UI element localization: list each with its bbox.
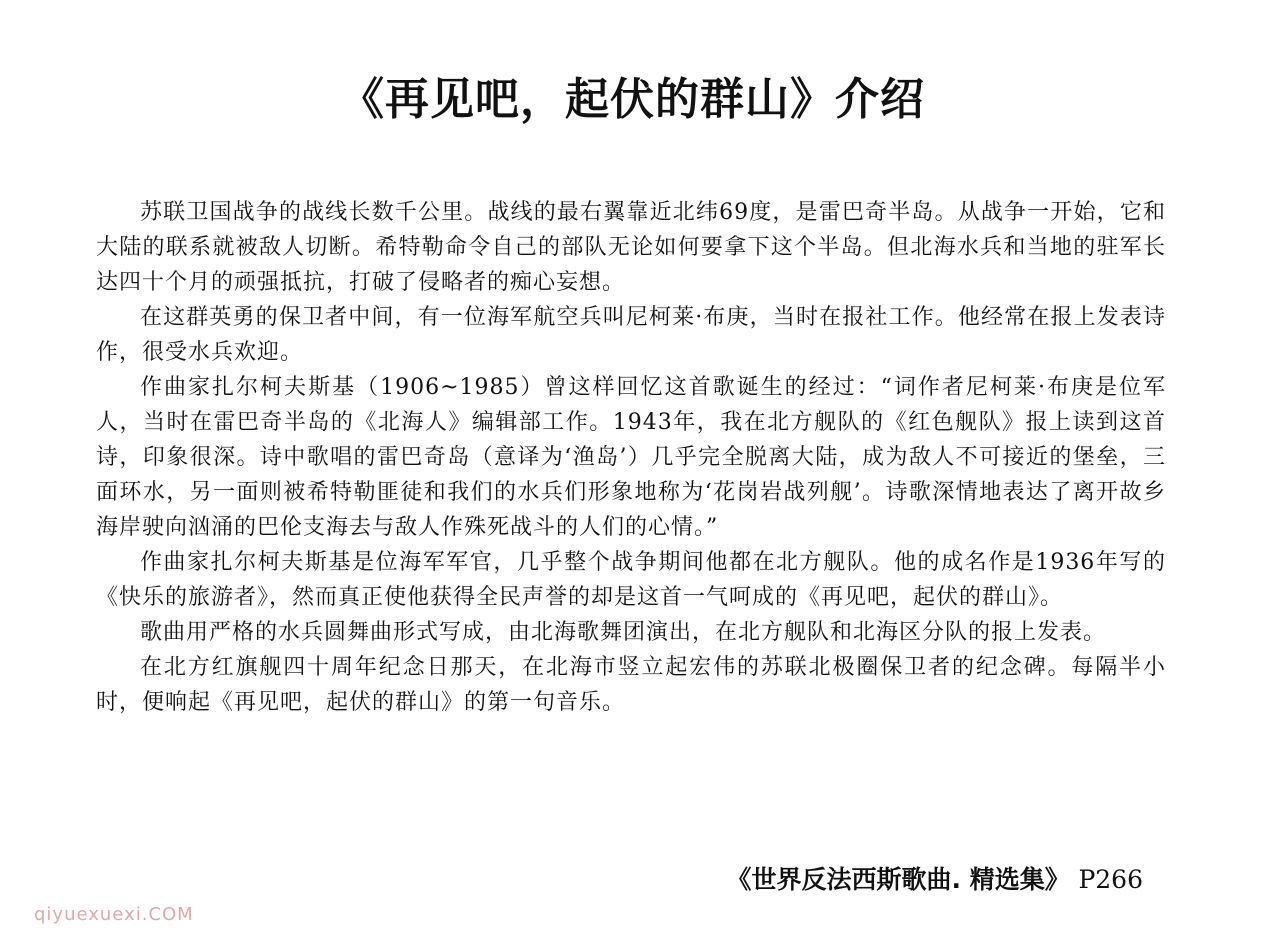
paragraph-2: 在这群英勇的保卫者中间，有一位海军航空兵叫尼柯莱·布庚，当时在报社工作。他经常在报上发表诗作，很受水兵欢迎。 bbox=[96, 305, 1166, 365]
source-citation bbox=[727, 862, 1143, 898]
site-watermark: qiyuexuexi.COM bbox=[34, 904, 194, 925]
source-book-title: 《世界反法西斯歌曲. 精选集》 bbox=[726, 865, 1070, 894]
paragraph-4: 作曲家扎尔柯夫斯基是位海军军官，几乎整个战争期间他都在北方舰队。他的成名作是1936年写的《快乐的旅游者》，然而真正使他获得全民声誉的却是这首一气呵成的《再见吧，起伏的群山》。 bbox=[96, 550, 1166, 610]
paragraph-1: 苏联卫国战争的战线长数千公里。战线的最右翼靠近北纬69度，是雷巴奇半岛。从战争一开始，它和大陆的联系就被敌人切断。希特勒命令自己的部队无论如何要拿下这个半岛。但北海水兵和当地的驻军长达四十个月的顽强抵抗，打破了侵略者的痴心妄想。 bbox=[96, 200, 1166, 295]
paragraph-3: 作曲家扎尔柯夫斯基（1906~1985）曾这样回忆这首歌诞生的经过：“词作者尼柯莱·布庚是位军人，当时在雷巴奇半岛的《北海人》编辑部工作。1943年，我在北方舰队的《红色舰队》报上读到这首诗，印象很深。诗中歌唱的雷巴奇岛（意译为‘渔岛’）几乎完全脱离大陆，成为敌人不可接近的堡垒，三面环水，另一面则被希特勒匪徒和我们的水兵们形象地称为‘花岗岩战列舰’。诗歌深情地表达了离开故乡海岸驶向汹涌的巴伦支海去与敌人作殊死战斗的人们的心情。” bbox=[96, 375, 1166, 540]
paragraph-5: 歌曲用严格的水兵圆舞曲形式写成，由北海歌舞团演出，在北方舰队和北海区分队的报上发表。 bbox=[140, 620, 1107, 645]
paragraph-6: 在北方红旗舰四十周年纪念日那天，在北海市竖立起宏伟的苏联北极圈保卫者的纪念碑。每隔半小时，便响起《再见吧，起伏的群山》的第一句音乐。 bbox=[96, 655, 1166, 715]
article-body bbox=[96, 195, 1166, 720]
source-page-number: P266 bbox=[1078, 865, 1143, 894]
page-title: 《再见吧，起伏的群山》介绍 bbox=[340, 74, 925, 125]
